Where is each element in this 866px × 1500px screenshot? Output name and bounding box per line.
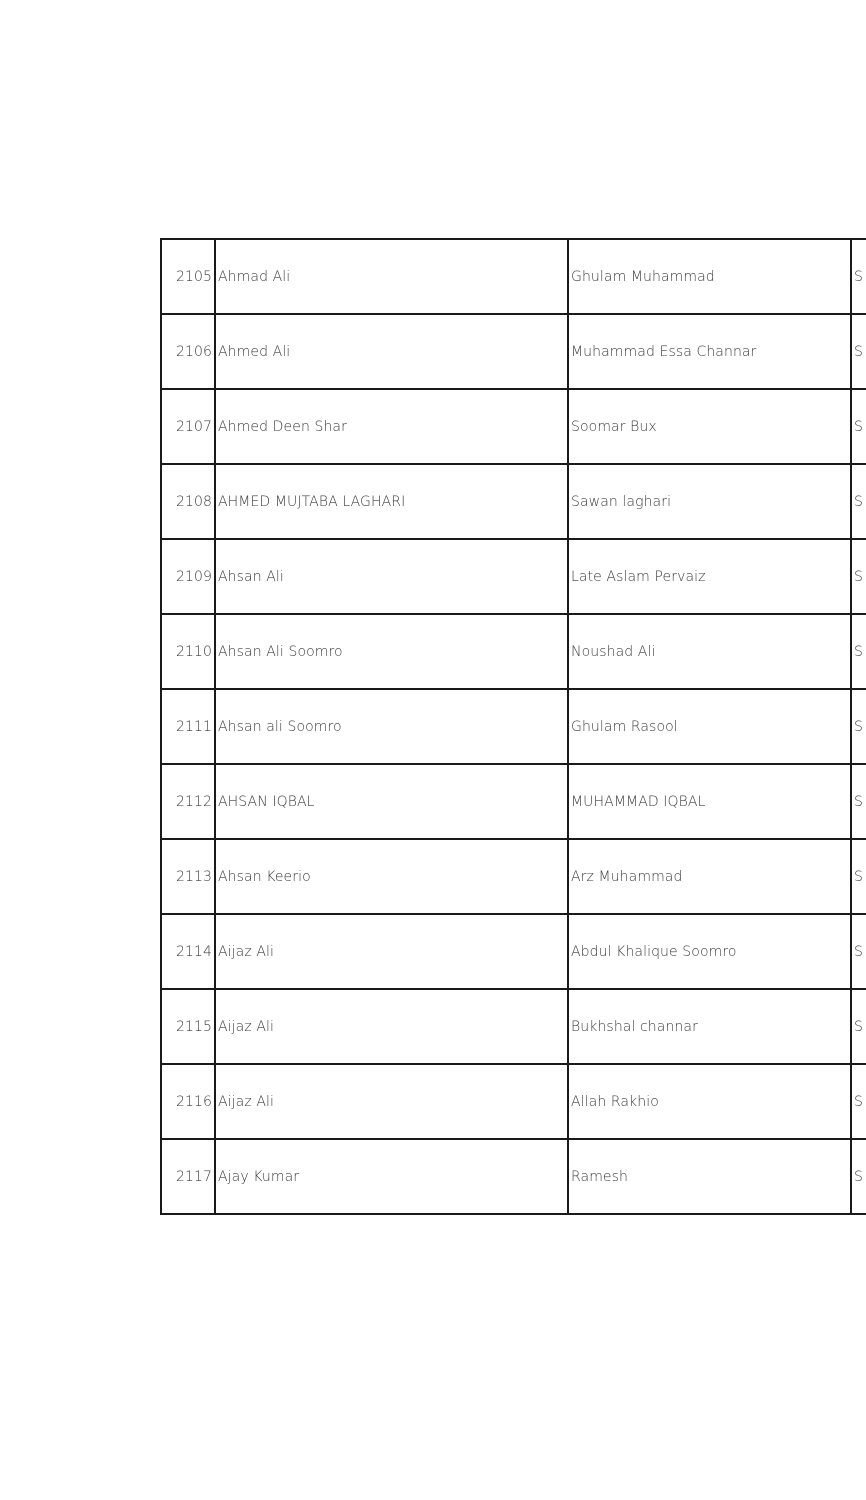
table-row bbox=[161, 464, 866, 539]
serial-number-cell bbox=[161, 614, 215, 689]
table-row bbox=[161, 314, 866, 389]
father-name-cell bbox=[568, 989, 851, 1064]
truncated-column-cell bbox=[851, 839, 866, 914]
serial-number-cell bbox=[161, 464, 215, 539]
father-name-cell bbox=[568, 314, 851, 389]
father-name: Ghulam Muhammad bbox=[571, 268, 715, 285]
serial-number-cell bbox=[161, 839, 215, 914]
truncated-column-cell bbox=[851, 689, 866, 764]
serial-number: 2117 bbox=[175, 1168, 212, 1185]
serial-number-cell bbox=[161, 539, 215, 614]
serial-number: 2113 bbox=[175, 868, 212, 885]
truncated-column-cell bbox=[851, 614, 866, 689]
name-cell bbox=[215, 764, 568, 839]
father-name-cell bbox=[568, 239, 851, 314]
name-cell bbox=[215, 389, 568, 464]
serial-number-cell bbox=[161, 1064, 215, 1139]
serial-number: 2106 bbox=[175, 343, 212, 360]
name-cell bbox=[215, 539, 568, 614]
father-name: Allah Rakhio bbox=[571, 1093, 659, 1110]
serial-number: 2109 bbox=[175, 568, 212, 585]
person-name: Aijaz Ali bbox=[218, 1018, 274, 1035]
table-row bbox=[161, 989, 866, 1064]
table-row bbox=[161, 914, 866, 989]
truncated-column-cell bbox=[851, 1139, 866, 1214]
serial-number: 2111 bbox=[175, 718, 212, 735]
person-name: AHSAN IQBAL bbox=[218, 793, 315, 810]
serial-number: 2107 bbox=[175, 418, 212, 435]
person-name: Ahsan ali Soomro bbox=[218, 718, 342, 735]
name-cell bbox=[215, 239, 568, 314]
father-name: Soomar Bux bbox=[571, 418, 657, 435]
father-name: Noushad Ali bbox=[571, 643, 656, 660]
serial-number: 2115 bbox=[175, 1018, 212, 1035]
truncated-column-text: S bbox=[854, 868, 863, 885]
father-name-cell bbox=[568, 914, 851, 989]
person-name: Ahsan Ali Soomro bbox=[218, 643, 343, 660]
table-row bbox=[161, 839, 866, 914]
father-name: Bukhshal channar bbox=[571, 1018, 698, 1035]
name-cell bbox=[215, 1139, 568, 1214]
name-cell bbox=[215, 1064, 568, 1139]
serial-number: 2112 bbox=[175, 793, 212, 810]
father-name: Ghulam Rasool bbox=[571, 718, 678, 735]
truncated-column-text: S bbox=[854, 943, 863, 960]
truncated-column-cell bbox=[851, 1064, 866, 1139]
serial-number: 2108 bbox=[175, 493, 212, 510]
father-name-cell bbox=[568, 464, 851, 539]
table-row bbox=[161, 389, 866, 464]
father-name-cell bbox=[568, 764, 851, 839]
truncated-column-text: S bbox=[854, 418, 863, 435]
person-name: Ahsan Ali bbox=[218, 568, 284, 585]
serial-number: 2116 bbox=[175, 1093, 212, 1110]
truncated-column-cell bbox=[851, 239, 866, 314]
name-cell bbox=[215, 914, 568, 989]
person-name: Ahmed Ali bbox=[218, 343, 291, 360]
name-cell bbox=[215, 689, 568, 764]
table-row bbox=[161, 689, 866, 764]
table-row bbox=[161, 239, 866, 314]
father-name-cell bbox=[568, 689, 851, 764]
serial-number-cell bbox=[161, 989, 215, 1064]
person-name: Ahmed Deen Shar bbox=[218, 418, 347, 435]
truncated-column-text: S bbox=[854, 1018, 863, 1035]
truncated-column-text: S bbox=[854, 1093, 863, 1110]
truncated-column-text: S bbox=[854, 643, 863, 660]
father-name-cell bbox=[568, 539, 851, 614]
person-name: Aijaz Ali bbox=[218, 1093, 274, 1110]
truncated-column-cell bbox=[851, 389, 866, 464]
truncated-column-cell bbox=[851, 764, 866, 839]
records-table-body bbox=[161, 239, 866, 1214]
father-name: Ramesh bbox=[571, 1168, 629, 1185]
truncated-column-text: S bbox=[854, 718, 863, 735]
serial-number-cell bbox=[161, 239, 215, 314]
serial-number-cell bbox=[161, 689, 215, 764]
serial-number-cell bbox=[161, 764, 215, 839]
person-name: Ahmad Ali bbox=[218, 268, 291, 285]
person-name: Ahsan Keerio bbox=[218, 868, 311, 885]
truncated-column-cell bbox=[851, 539, 866, 614]
serial-number-cell bbox=[161, 914, 215, 989]
father-name: Abdul Khalique Soomro bbox=[571, 943, 737, 960]
serial-number-cell bbox=[161, 314, 215, 389]
father-name: Arz Muhammad bbox=[571, 868, 683, 885]
name-cell bbox=[215, 839, 568, 914]
person-name: Ajay Kumar bbox=[218, 1168, 300, 1185]
truncated-column-cell bbox=[851, 989, 866, 1064]
serial-number: 2114 bbox=[175, 943, 212, 960]
truncated-column-text: S bbox=[854, 793, 863, 810]
father-name-cell bbox=[568, 839, 851, 914]
serial-number: 2110 bbox=[175, 643, 212, 660]
father-name-cell bbox=[568, 1064, 851, 1139]
father-name-cell bbox=[568, 614, 851, 689]
truncated-column-text: S bbox=[854, 268, 863, 285]
serial-number: 2105 bbox=[175, 268, 212, 285]
truncated-column-text: S bbox=[854, 493, 863, 510]
name-cell bbox=[215, 614, 568, 689]
name-cell bbox=[215, 314, 568, 389]
father-name: MUHAMMAD IQBAL bbox=[571, 793, 706, 810]
serial-number-cell bbox=[161, 1139, 215, 1214]
name-cell bbox=[215, 989, 568, 1064]
truncated-column-cell bbox=[851, 914, 866, 989]
serial-number-cell bbox=[161, 389, 215, 464]
father-name-cell bbox=[568, 389, 851, 464]
records-table bbox=[160, 238, 866, 1215]
truncated-column-text: S bbox=[854, 568, 863, 585]
truncated-column-cell bbox=[851, 314, 866, 389]
truncated-column-text: S bbox=[854, 343, 863, 360]
table-row bbox=[161, 764, 866, 839]
table-row bbox=[161, 614, 866, 689]
truncated-column-text: S bbox=[854, 1168, 863, 1185]
father-name-cell bbox=[568, 1139, 851, 1214]
name-cell bbox=[215, 464, 568, 539]
father-name: Muhammad Essa Channar bbox=[571, 343, 757, 360]
table-row bbox=[161, 1064, 866, 1139]
truncated-column-cell bbox=[851, 464, 866, 539]
table-row bbox=[161, 1139, 866, 1214]
table-row bbox=[161, 539, 866, 614]
person-name: AHMED MUJTABA LAGHARI bbox=[218, 493, 406, 510]
person-name: Aijaz Ali bbox=[218, 943, 274, 960]
father-name: Sawan laghari bbox=[571, 493, 672, 510]
father-name: Late Aslam Pervaiz bbox=[571, 568, 706, 585]
